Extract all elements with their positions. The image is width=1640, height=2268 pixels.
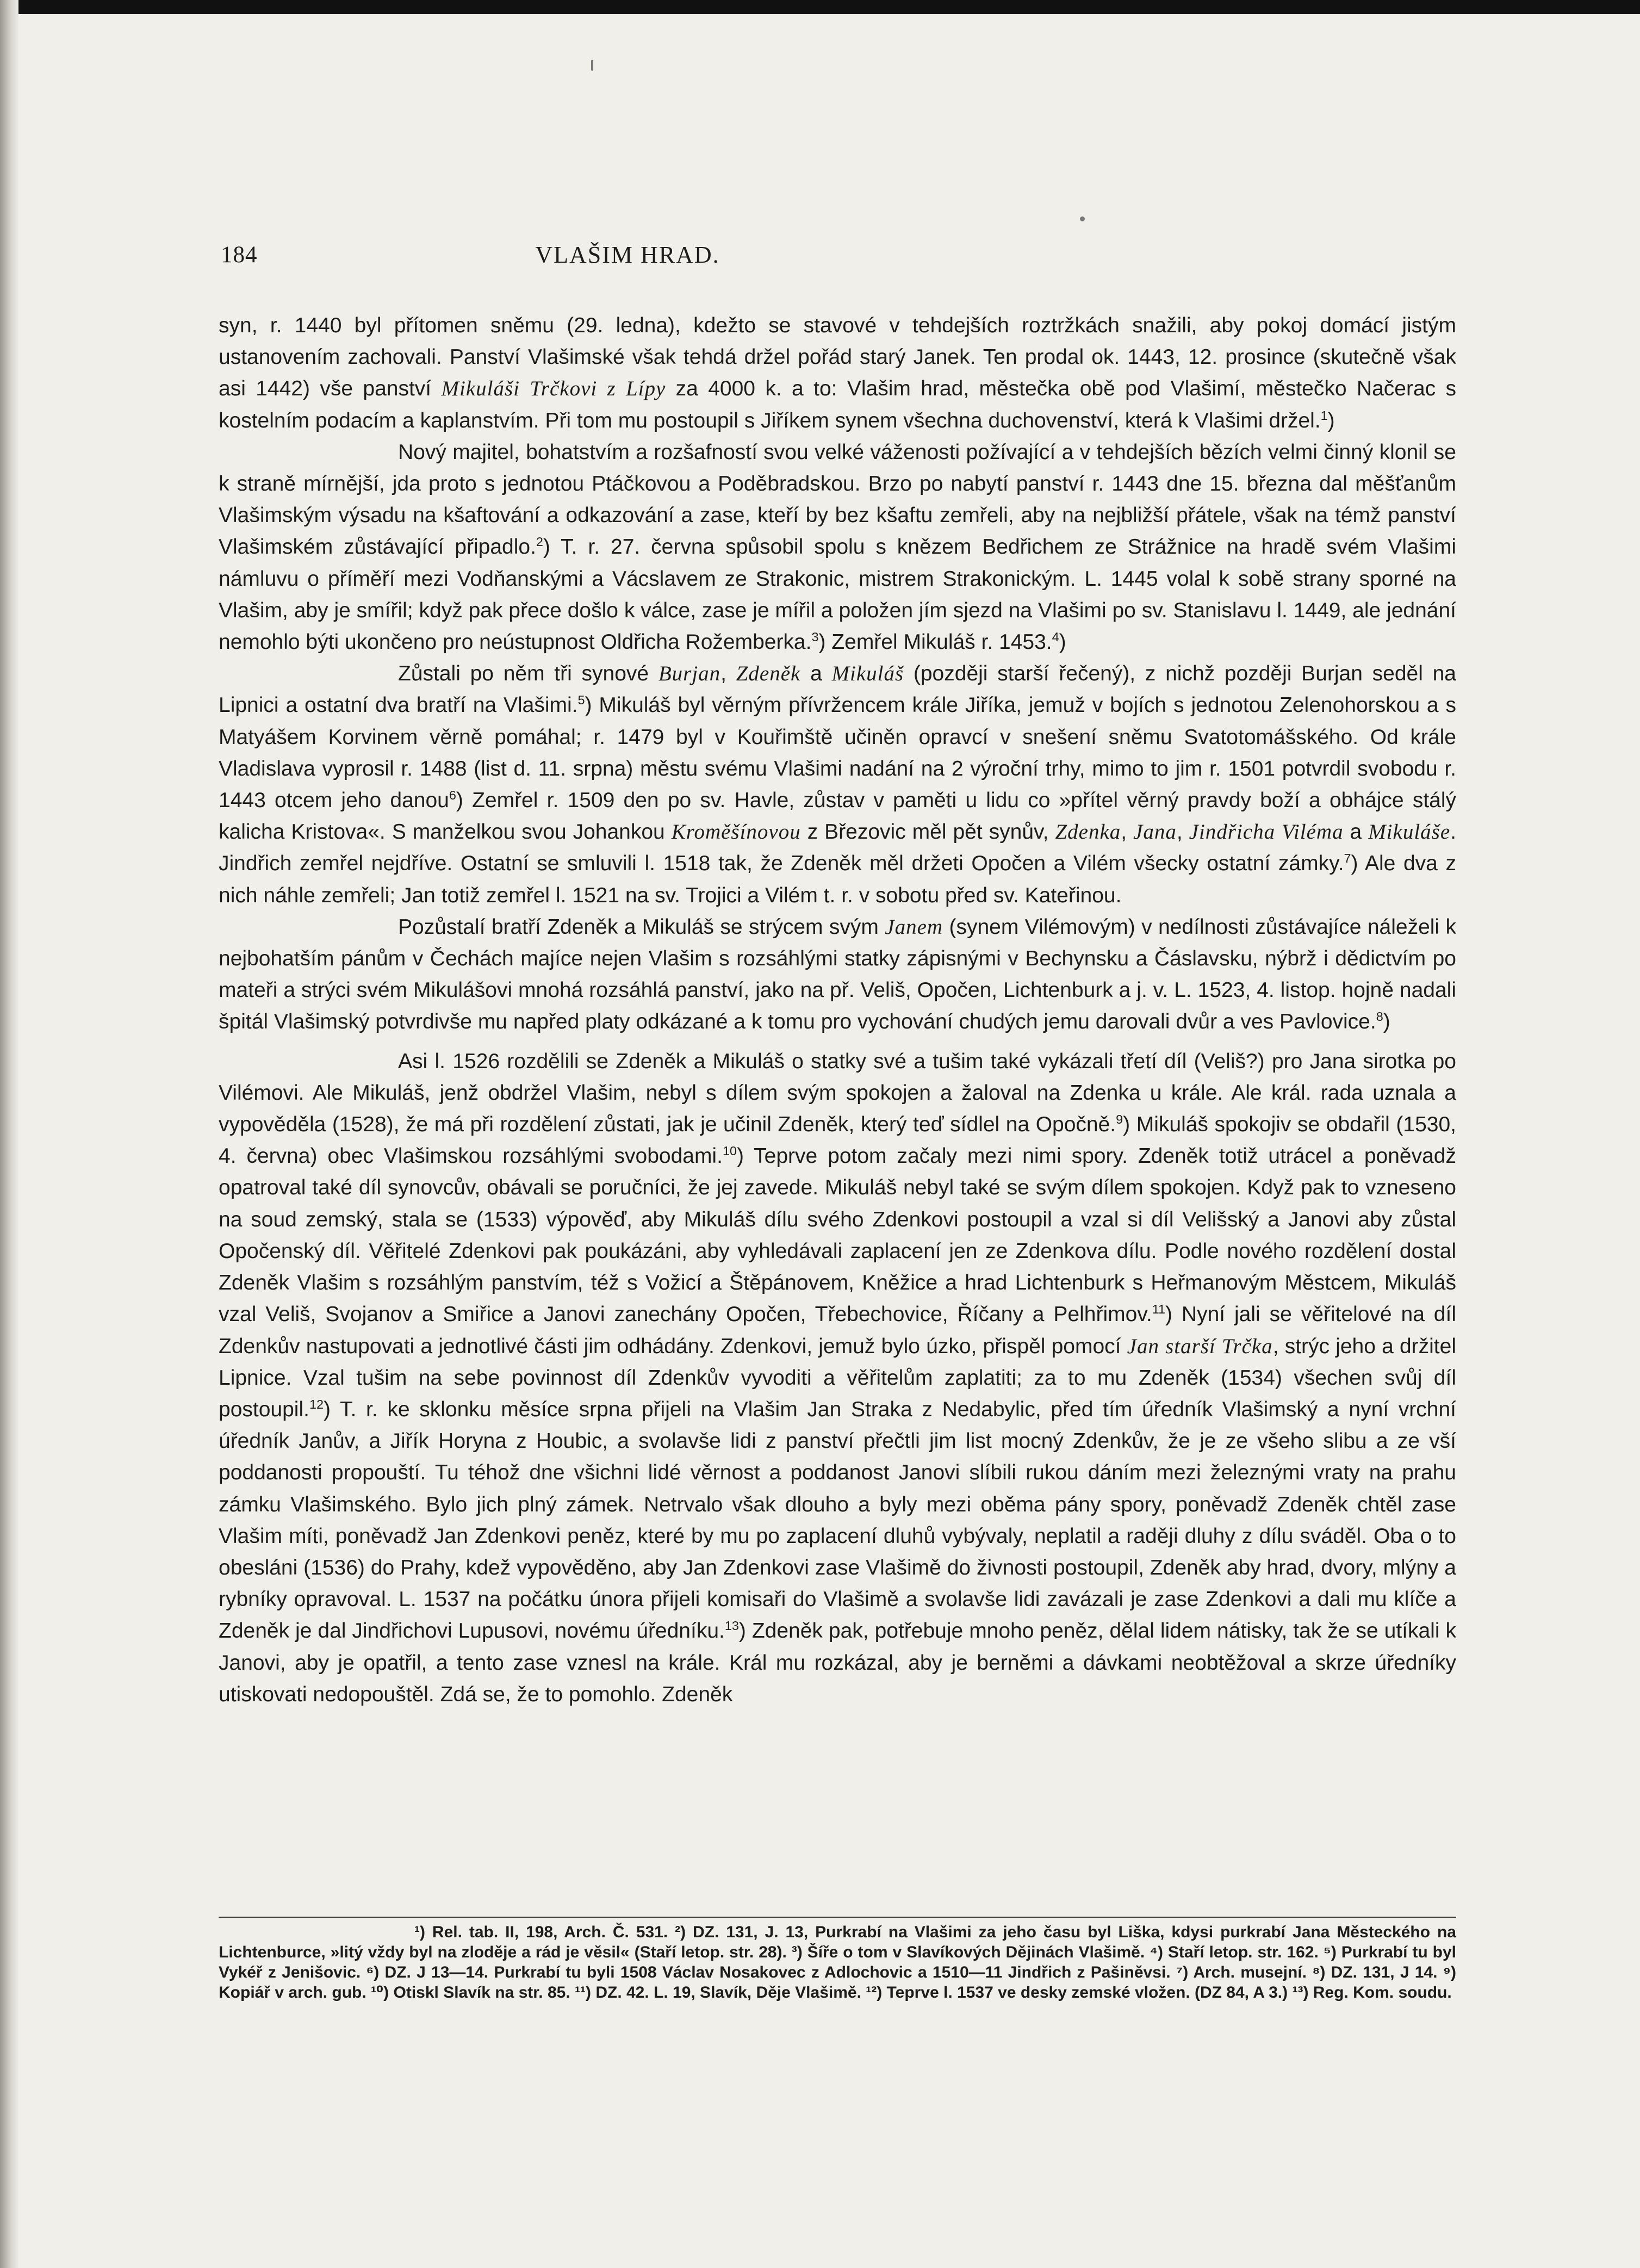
footnote-divider bbox=[219, 1917, 1456, 1918]
paragraph-2: Nový majitel, bohatstvím a rozšafností svou velké váženosti požívající a v tehdejších bězích velmi činný klonil se k straně mírnější, jda proto s jednotou Ptáčkovou a Poděbradskou. Brzo po nabytí panství r. 1443 dne 15. března dal měšťanům Vlašimským výsadu na kšaftování a odkazování a zase, kteří by bez kšaftu zemřeli, aby na nejbližší přátele, však na témž panství Vlašimském zůstávající připadlo.$^2$) T. r. 27. června spůsobil spolu s knězem Bedřichem ze Strážnice na hradě svém Vlašimi námluvu o příměří mezi Vodňanskými a Vácslavem ze Strakonic, mistrem Strakonickým. L. 1445 volal k sobě strany sporné na Vlašim, aby je smířil; když pak přece došlo k válce, zase je mířil a položen jím sjezd na Vlašimi po sv. Stanislavu l. 1449, ale jednání nemohlo býti ukončeno pro neústupnost Oldřicha Rožemberka.$^3$) Zemřel Mikuláš r. 1453.$^4$) bbox=[219, 440, 1456, 654]
main-text bbox=[219, 310, 1456, 1711]
paragraph-3: Zůstali po něm tři synové Burjan, Zdeněk a Mikuláš (později starší řečený), z nichž později Burjan seděl na Lipnici a ostatní dva bratří na Vlašimi.$^5$) Mikuláš byl věrným přívržencem krále Jiříka, jemuž v bojích s jednotou Zelenohorskou a s Matyášem Korvinem věrně pomáhal; r. 1479 byl v Kouřimště učiněn opravcí v snešení sněmu Svatotomášského. Od krále Vladislava vyprosil r. 1488 (list d. 11. srpna) městu svému Vlašimi nadání na 2 výroční trhy, mimo to jim r. 1501 potvrdil svobodu r. 1443 otcem jeho danou$^6$) Zemřel r. 1509 den po sv. Havle, zůstav v paměti u lidu co »přítel věrný pravdy boží a obhájce stálý kalicha Kristova«. S manželkou svou Johankou Kroměšínovou z Březovic měl pět synův, Zdenka, Jana, Jindřicha Viléma a Mikuláše. Jindřich zemřel nejdříve. Ostatní se smluvili l. 1518 tak, že Zdeněk měl držeti Opočen a Vilém všecky ostatní zámky.$^7$) Ale dva z nich náhle zemřeli; Jan totiž zemřel l. 1521 na sv. Trojici a Vilém t. r. v sobotu před sv. Kateřinou. bbox=[219, 662, 1457, 907]
scan-speck bbox=[1080, 216, 1085, 221]
page-number: 184 bbox=[221, 242, 258, 268]
running-title: VLAŠIM HRAD. bbox=[535, 241, 720, 268]
paragraph-4: Pozůstalí bratří Zdeněk a Mikuláš se strýcem svým Janem (synem Vilémovým) v nedílnosti zůstávajíce náleželi k nejbohatším pánům v Čechách majíce nejen Vlašim s rozsáhlými statky zápisnými v Bechynsku a Čáslavsku, nýbrž i dědictvím po mateři a strýci svém Mikulášovi mnohá rozsáhlá panství, jako na př. Veliš, Opočen, Lichtenburk a j. v. L. 1523, 4. listop. hojně nadali špitál Vlašimský potvrdivše mu napřed platy odkázané a k tomu pro vychování chudých jemu darovali dvůr a ves Pavlovice.$^8$) bbox=[219, 915, 1456, 1034]
scan-top-edge bbox=[0, 0, 1640, 14]
scan-speck bbox=[591, 60, 593, 71]
paragraph-5: Asi l. 1526 rozdělili se Zdeněk a Mikuláš o statky své a tušim také vykázali třetí díl (Veliš?) pro Jana sirotka po Vilémovi. Ale Mikuláš, jenž obdržel Vlašim, nebyl s dílem svým spokojen a žaloval na Zdenka u krále. Ale král. rada uznala a vypověděla (1528), že má při rozdělení zůstati, jak je učinil Zdeněk, který teď sídlel na Opočně.$^9$) Mikuláš spokojiv se obdařil (1530, 4. června) obec Vlašimskou rozsáhlými svobodami.$^{10}$) Teprve potom začaly mezi nimi spory. Zdeněk totiž utrácel a poněvadž opatroval také díl synovcův, obávali se poručníci, že jej zavede. Mikuláš nebyl také se svým dílem spokojen. Když pak to vzneseno na soud zemský, stala se (1533) výpověď, aby Mikuláš dílu svého Zdenkovi postoupil a vzal si díl Velišský a Janovi aby zůstal Opočenský díl. Věřitelé Zdenkovi pak poukázáni, aby vyhledávali zaplacení jen ze Zdenkova dílu. Podle nového rozdělení dostal Zdeněk Vlašim s rozsáhlým panstvím, též s Vožicí a Štěpánovem, Kněžice a hrad Lichtenburk s Heřmanovým Městcem, Mikuláš vzal Veliš, Svojanov a Smiřice a Janovi zanechány Opočen, Třebechovice, Říčany a Pelhřimov.$^{11}$) Nyní jali se věřitelové na díl Zdenkův nastupovati a jednotlivé části jim odhádány. Zdenkovi, jemuž bylo úzko, přispěl pomocí Jan starší Trčka, strýc jeho a držitel Lipnice. Vzal tušim na sebe povinnost díl Zdenkův vyvoditi a věřitelům zaplatiti; za to mu Zdeněk (1534) všechen svůj díl postoupil.$^{12}$) T. r. ke sklonku měsíce srpna přijeli na Vlašim Jan Straka z Nedabylic, před tím úředník Vlašimský a nyní vrchní úředník Janův, a Jiřík Horyna z Houbic, a svolavše lidi z panství přečtli jim list mocný Zdenkův, že je ze všeho slibu a ze vší poddanosti propouští. Tu téhož dne všichni lidé věrnost a poddanost Janovi slíbili rukou dáním mezi železnými vraty na prahu zámku Vlašimského. Bylo jich plný zámek. Netrvalo však dlouho a byly mezi oběma pány spory, poněvadž Zdeněk chtěl zase Vlašim míti, poněvadž Jan Zdenkovi peněz, které by mu po zaplacení dluhů vybývaly, neplatil a raději dluhy z dílu sváděl. Oba o to obesláni (1536) do Prahy, kdež vypověděno, aby Jan Zdenkovi zase Vlašimě do živnosti postoupil, Zdeněk aby hrad, dvory, mlýny a rybníky opravoval. L. 1537 na počátku února přijeli komisaři do Vlašimě a svolavše lidi zavázali je zase Zdenkovi a dali mu klíče a Zdeněk je dal Jindřichovi Lupusovi, novému úředníku.$^{13}$) Zdeněk pak, potřebuje mnoho peněz, dělal lidem nátisky, tak že se utíkali k Janovi, aby je opatřil, a tento zase vznesl na krále. Král mu rozkázal, aby je berněmi a dávkami neobtěžoval a skrze úředníky utiskovati nedopouštěl. Zdá se, že to pomohlo. Zdeněk bbox=[219, 1049, 1456, 1706]
book-spine-shadow bbox=[0, 0, 18, 2268]
page-header bbox=[221, 236, 1034, 274]
paragraph-1: syn, r. 1440 byl přítomen sněmu (29. ledna), kdežto se stavové v tehdejších roztržkách snažili, aby pokoj domácí jistým ustanovením zachovali. Panství Vlašimské však tehdá držel pořád starý Janek. Ten prodal ok. 1443, 12. prosince (skutečně však asi 1442) vše panství Mikuláši Trčkovi z Lípy za 4000 k. a to: Vlašim hrad, městečka obě pod Vlašimí, městečko Načerac s kostelním podacím a kaplanstvím. Při tom mu postoupil s Jiříkem synem všechna duchovenství, která k Vlašimi držel.$^1$) bbox=[219, 314, 1456, 432]
footnotes: ¹) Rel. tab. II, 198, Arch. Č. 531. ²) DZ. 131, J. 13, Purkrabí na Vlašimi za jeho času byl Liška, kdysi purkrabí Jana Městeckého na Lichtenburce, »litý vždy byl na zloděje a rád je věsil« (Staří letop. str. 28). ³) Šíře o tom v Slavíkových Dějinách Vlašimě. ⁴) Staří letop. str. 162. ⁵) Purkrabí tu byl Vykéř z Jenišovic. ⁶) DZ. J 13—14. Purkrabí tu byli 1508 Václav Nosakovec z Adlochovic a 1510—11 Jindřich z Pašiněvsi. ⁷) Arch. musejní. ⁸) DZ. 131, J 14. ⁹) Kopiář v arch. gub. ¹⁰) Otiskl Slavík na str. 85. ¹¹) DZ. 42. L. 19, Slavík, Děje Vlašimě. ¹²) Teprve l. 1537 ve desky zemské vložen. (DZ 84, A 3.) ¹³) Reg. Kom. soudu. bbox=[219, 1923, 1456, 2001]
